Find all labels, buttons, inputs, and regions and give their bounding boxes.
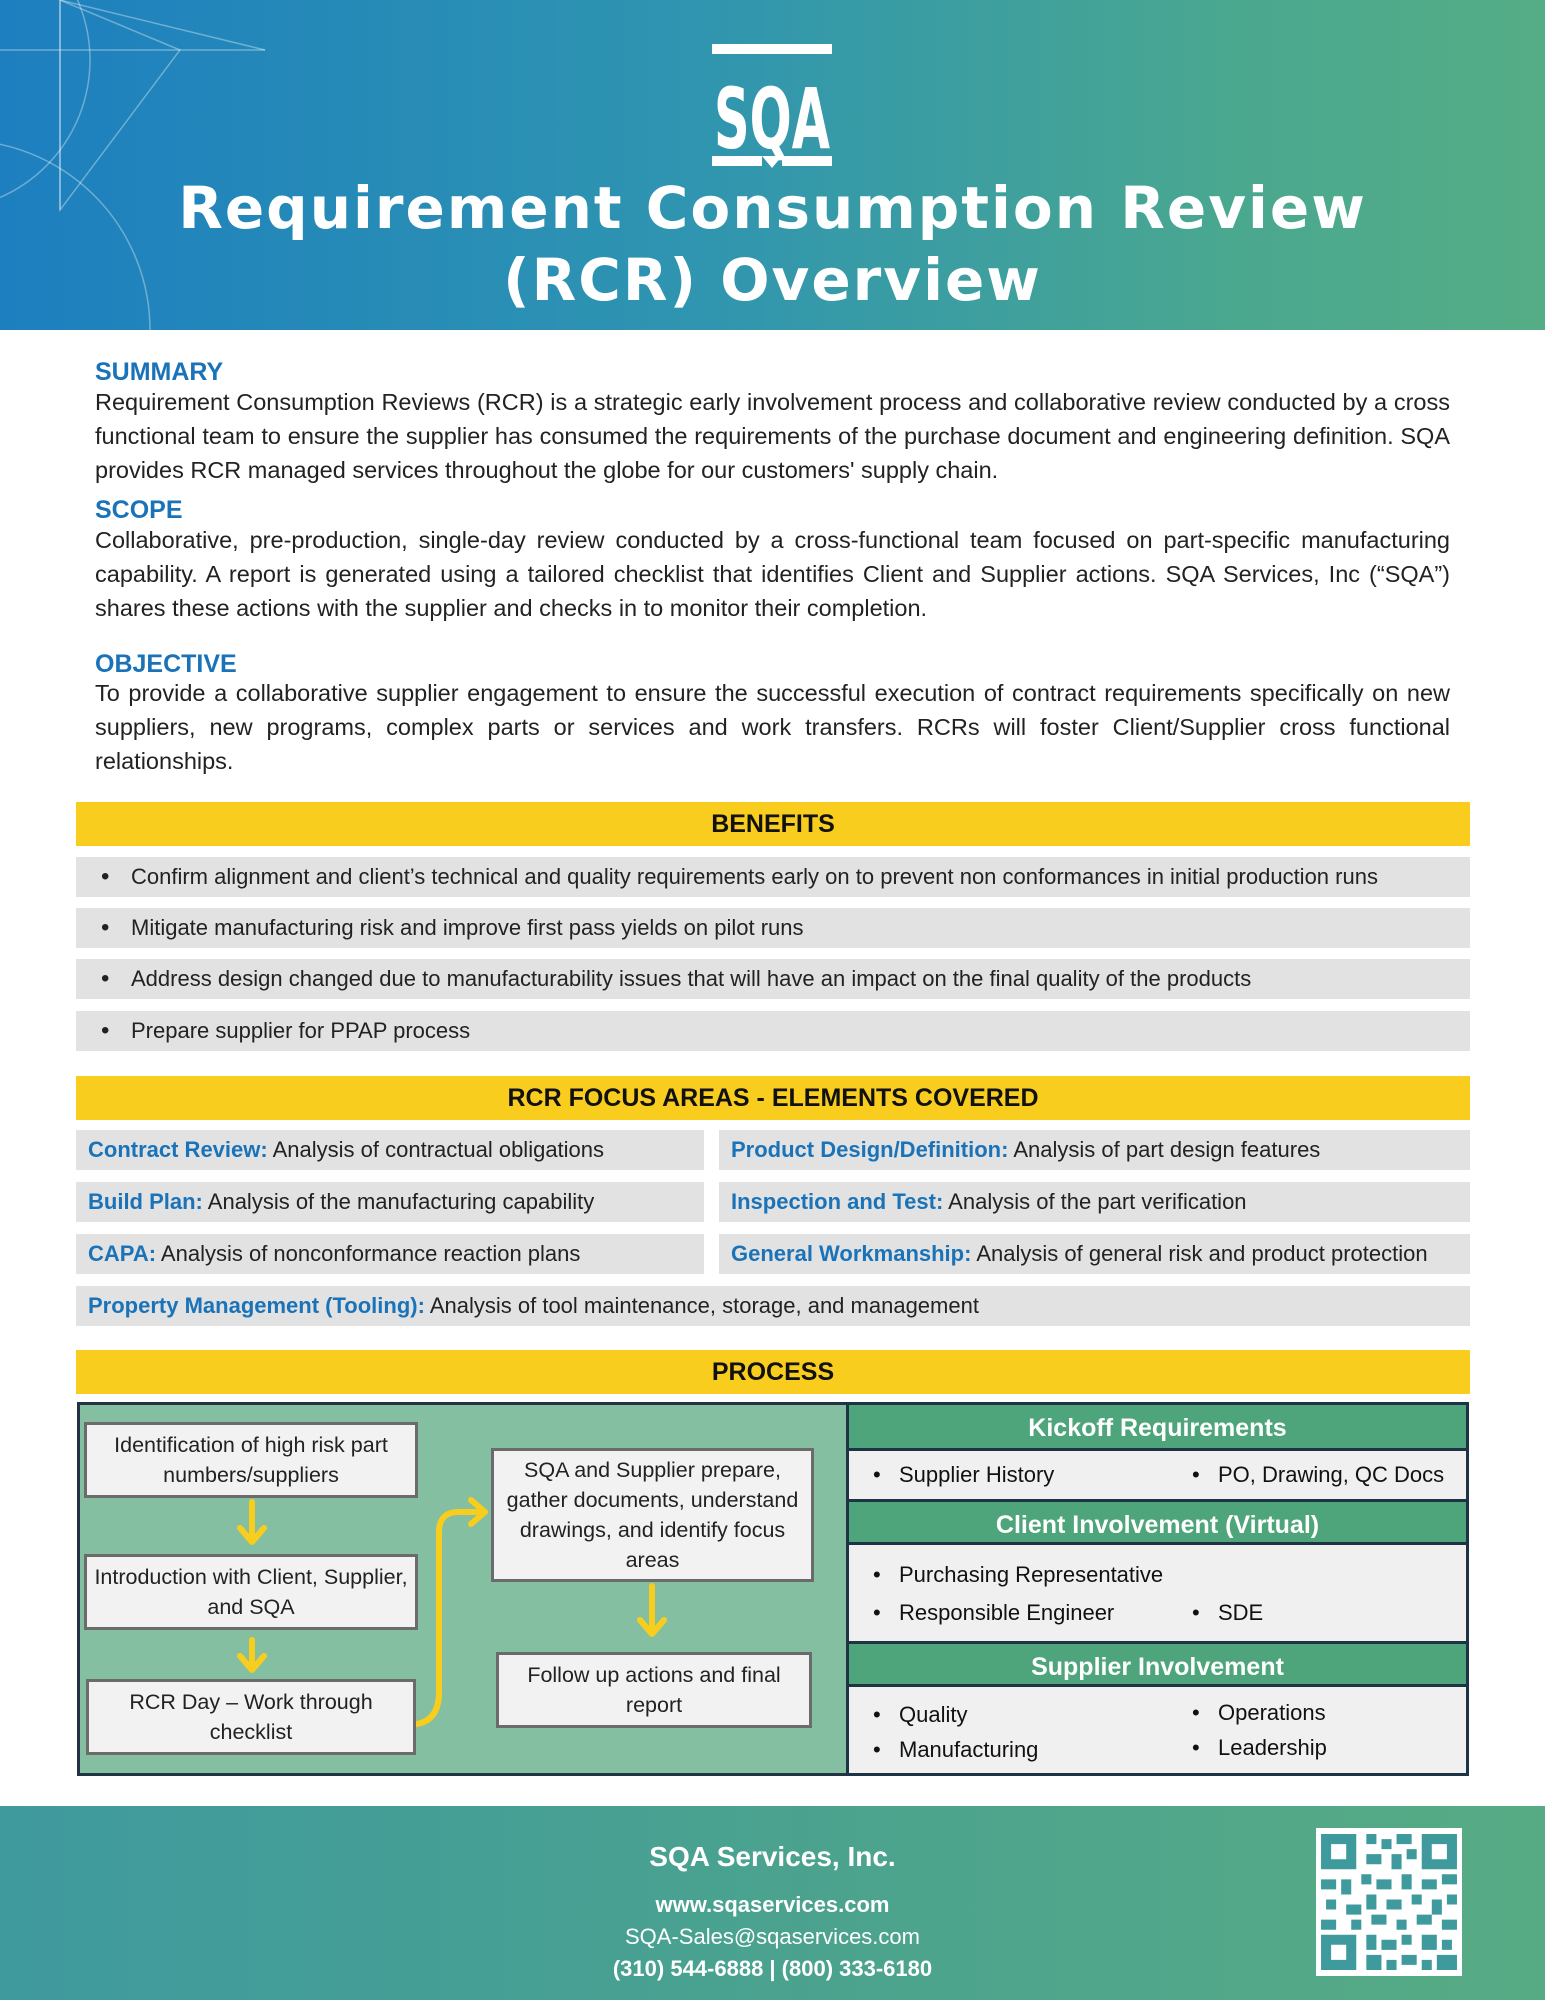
focus-key: Property Management (Tooling): [88, 1293, 425, 1318]
client-item: • Purchasing Representative [871, 1560, 1163, 1590]
benefit-item: • Mitigate manufacturing risk and improve first pass yields on pilot runs [76, 908, 1470, 948]
supplier-item: • Operations [1190, 1698, 1326, 1728]
objective-heading: OBJECTIVE [95, 650, 237, 678]
involvement-panel [846, 1402, 1469, 1776]
supplier-item: • Manufacturing [871, 1735, 1038, 1765]
benefit-item: • Prepare supplier for PPAP process [76, 1011, 1470, 1051]
header-banner [0, 0, 1545, 330]
focus-key: Build Plan: [88, 1189, 203, 1214]
supplier-item: • Quality [871, 1700, 967, 1730]
client-involvement-heading: Client Involvement (Virtual) [849, 1499, 1466, 1545]
supplier-involvement-heading: Supplier Involvement [849, 1641, 1466, 1687]
process-step-rcr-day: RCR Day – Work through checklist [86, 1679, 416, 1755]
footer-website-link[interactable]: www.sqaservices.com [655, 1892, 890, 1917]
client-item: • SDE [1190, 1598, 1263, 1628]
benefit-item: • Address design changed due to manufacturability issues that will have an impact on the final quality of the products [76, 959, 1470, 999]
qr-code[interactable] [1316, 1828, 1462, 1976]
process-step-introduction: Introduction with Client, Supplier, and SQA [84, 1554, 418, 1630]
process-step-follow-up: Follow up actions and final report [496, 1652, 812, 1728]
process-heading: PROCESS [76, 1350, 1470, 1394]
focus-key: Product Design/Definition: [731, 1137, 1009, 1162]
kickoff-heading: Kickoff Requirements [849, 1405, 1466, 1451]
footer-phone: (310) 544-6888 | (800) 333-6180 [612, 1956, 933, 1981]
title-line-1: Requirement Consumption Review [178, 174, 1367, 242]
focus-desc: Analysis of the manufacturing capability [202, 1189, 595, 1214]
focus-key: CAPA: [88, 1241, 157, 1266]
focus-capa [76, 1234, 704, 1274]
focus-desc: Analysis of contractual obligations [267, 1137, 605, 1162]
focus-desc: Analysis of general risk and product protection [971, 1241, 1428, 1266]
focus-property-management [76, 1286, 1470, 1326]
title-line-2: (RCR) Overview [503, 246, 1042, 314]
kickoff-item: • Supplier History [871, 1460, 1054, 1490]
benefits-heading: BENEFITS [76, 802, 1470, 846]
summary-heading: SUMMARY [95, 358, 224, 386]
summary-text: Requirement Consumption Reviews (RCR) is a strategic early involvement process and collaborative review conducted by a cross functional team to ensure the supplier has consumed the requirements of the purchase document and engineering definition. SQA provides RCR managed services throughout the globe for our customers' supply chain. [95, 389, 1450, 483]
focus-contract-review [76, 1130, 704, 1170]
focus-general-workmanship [719, 1234, 1470, 1274]
focus-desc: Analysis of part design features [1008, 1137, 1321, 1162]
scope-heading: SCOPE [95, 496, 183, 524]
page-title [0, 172, 1545, 316]
focus-key: General Workmanship: [731, 1241, 972, 1266]
footer-company: SQA Services, Inc. [649, 1841, 896, 1872]
benefit-item: • Confirm alignment and client’s technical and quality requirements early on to prevent non conformances in initial production runs [76, 857, 1470, 897]
process-step-identification: Identification of high risk part numbers/suppliers [84, 1422, 418, 1498]
focus-desc: Analysis of nonconformance reaction plans [156, 1241, 581, 1266]
supplier-item: • Leadership [1190, 1733, 1327, 1763]
focus-desc: Analysis of tool maintenance, storage, and management [424, 1293, 979, 1318]
focus-areas-heading: RCR FOCUS AREAS - ELEMENTS COVERED [76, 1076, 1470, 1120]
scope-text: Collaborative, pre-production, single-day review conducted by a cross-functional team focused on part-specific manufacturing capability. A report is generated using a tailored checklist that identifies Client and Supplier actions. SQA Services, Inc (“SQA”) shares these actions with the supplier and checks in to monitor their completion. [95, 527, 1450, 621]
focus-inspection-test [719, 1182, 1470, 1222]
kickoff-item: • PO, Drawing, QC Docs [1190, 1460, 1444, 1490]
focus-desc: Analysis of the part verification [943, 1189, 1247, 1214]
process-step-prepare: SQA and Supplier prepare, gather documents, understand drawings, and identify focus areas [491, 1448, 814, 1582]
focus-product-design [719, 1130, 1470, 1170]
footer [0, 1806, 1545, 2000]
focus-build-plan [76, 1182, 704, 1222]
focus-key: Contract Review: [88, 1137, 268, 1162]
svg-text:SQA: SQA [714, 70, 830, 168]
focus-key: Inspection and Test: [731, 1189, 944, 1214]
objective-text: To provide a collaborative supplier engagement to ensure the successful execution of contract requirements specifically on new suppliers, new programs, complex parts or services and work transfers. RCRs will foster Client/Supplier cross functional relationships. [95, 680, 1450, 774]
footer-email-link[interactable]: SQA-Sales@sqaservices.com [625, 1924, 920, 1949]
sqa-logo [712, 44, 832, 170]
qr-code-icon [1316, 1828, 1462, 1976]
client-item: • Responsible Engineer [871, 1598, 1114, 1628]
